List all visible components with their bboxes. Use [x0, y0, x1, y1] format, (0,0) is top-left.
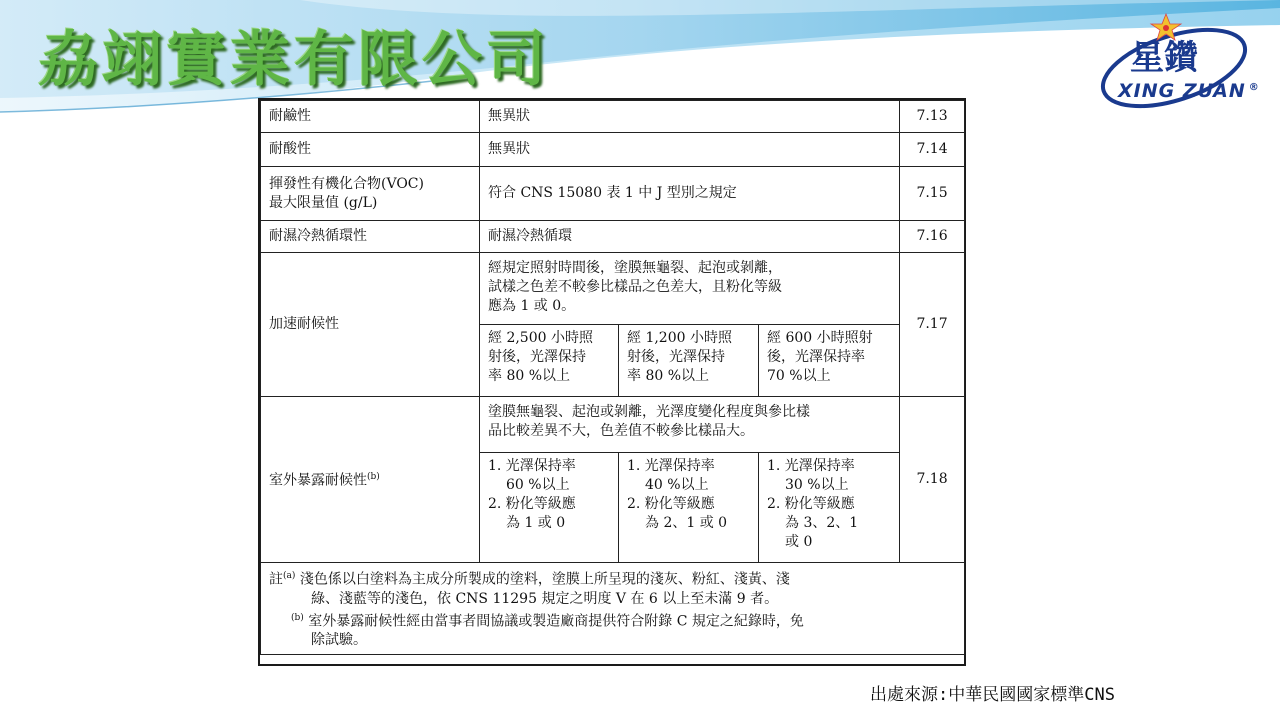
- condition-line: 60 %以上: [506, 477, 570, 493]
- condition-line: 為 3、2、1: [785, 515, 859, 531]
- condition-line: 或 0: [785, 534, 813, 550]
- intro-line: 塗膜無龜裂、起泡或剝離，光澤度變化程度與參比樣: [488, 404, 810, 420]
- requirement-cell: 無異狀: [480, 101, 900, 133]
- note-a-line-2: 綠、淺藍等的淺色，依 CNS 11295 規定之明度 V 在 6 以上至未滿 9 者。: [311, 590, 779, 607]
- property-cell: 耐酸性: [261, 133, 480, 167]
- requirement-intro-cell: [480, 397, 900, 453]
- property-line: 揮發性有機化合物(VOC): [269, 175, 424, 192]
- property-label: 室外暴露耐候性: [269, 472, 367, 489]
- logo-english-text: [1118, 80, 1260, 102]
- note-text: 室外暴露耐候性經由當事者間協議或製造廠商提供符合附錄 C 規定之紀錄時，免: [308, 613, 804, 630]
- note-b-line-1: [269, 609, 956, 632]
- condition-cell: [619, 453, 759, 563]
- condition-line: 2. 粉化等級應: [767, 496, 855, 512]
- condition-line: 後，光澤保持率: [767, 349, 865, 365]
- logo-chinese-text: 星鑽: [1130, 38, 1198, 78]
- notes-row: [261, 563, 965, 655]
- condition-line: 2. 粉化等級應: [627, 496, 715, 512]
- requirements-table: [260, 100, 965, 655]
- requirement-cell: 符合 CNS 15080 表 1 中 J 型別之規定: [480, 167, 900, 221]
- property-line: 最大限量值 (g/L): [269, 194, 378, 211]
- footnote-marker: (b): [291, 612, 304, 623]
- table-row: [261, 397, 965, 453]
- requirement-cell: 無異狀: [480, 133, 900, 167]
- clause-cell: 7.14: [900, 133, 965, 167]
- condition-cell: [759, 453, 900, 563]
- property-cell: [261, 167, 480, 221]
- table-row: [261, 221, 965, 253]
- clause-cell: 7.13: [900, 101, 965, 133]
- condition-line: 為 2、1 或 0: [645, 515, 728, 531]
- condition-line: 70 %以上: [767, 368, 831, 384]
- clause-cell: 7.18: [900, 397, 965, 563]
- condition-line: 率 80 %以上: [488, 368, 571, 384]
- condition-line: 率 80 %以上: [627, 368, 710, 384]
- condition-cell: [619, 325, 759, 397]
- note-text: 淺色係以白塗料為主成分所製成的塗料，塗膜上所呈現的淺灰、粉紅、淺黃、淺: [299, 571, 790, 588]
- note-b-line-2: 除試驗。: [311, 632, 367, 649]
- clause-cell: 7.17: [900, 253, 965, 397]
- table-row: [261, 167, 965, 221]
- condition-line: 1. 光澤保持率: [488, 458, 576, 474]
- condition-line: 射後，光澤保持: [627, 349, 725, 365]
- registered-mark: ®: [1248, 81, 1260, 93]
- property-cell: 耐鹼性: [261, 101, 480, 133]
- cns-standard-table-image: [258, 98, 966, 666]
- footnote-marker: (b): [367, 472, 380, 483]
- condition-line: 1. 光澤保持率: [767, 458, 855, 474]
- intro-line: 經規定照射時間後，塗膜無龜裂、起泡或剝離，: [488, 260, 782, 276]
- table-row: [261, 133, 965, 167]
- requirement-intro-cell: [480, 253, 900, 325]
- logo-english-name: XING ZUAN: [1118, 80, 1246, 102]
- condition-line: 2. 粉化等級應: [488, 496, 576, 512]
- condition-cell: [480, 453, 619, 563]
- condition-line: 經 1,200 小時照: [627, 330, 732, 346]
- intro-line: 試樣之色差不較參比樣品之色差大，且粉化等級: [488, 279, 782, 295]
- clause-cell: 7.15: [900, 167, 965, 221]
- condition-cell: [759, 325, 900, 397]
- condition-line: 為 1 或 0: [506, 515, 566, 531]
- property-cell: 加速耐候性: [261, 253, 480, 397]
- company-name: 劦翊實業有限公司: [38, 25, 550, 95]
- source-caption: 出處來源:中華民國國家標準CNS: [870, 685, 1115, 705]
- condition-cell: [480, 325, 619, 397]
- note-a-line-1: [269, 567, 956, 590]
- condition-line: 經 600 小時照射: [767, 330, 873, 346]
- intro-line: 品比較差異不大，色差值不較參比樣品大。: [488, 423, 754, 439]
- note-label: 註: [269, 571, 283, 588]
- condition-line: 30 %以上: [785, 477, 849, 493]
- table-row: [261, 253, 965, 325]
- footnote-marker: (a): [283, 571, 296, 581]
- intro-line: 應為 1 或 0。: [488, 298, 576, 314]
- condition-line: 經 2,500 小時照: [488, 330, 593, 346]
- condition-line: 40 %以上: [645, 477, 709, 493]
- condition-line: 1. 光澤保持率: [627, 458, 715, 474]
- table-row: [261, 101, 965, 133]
- clause-cell: 7.16: [900, 221, 965, 253]
- property-cell: [261, 397, 480, 563]
- condition-line: 射後，光澤保持: [488, 349, 586, 365]
- requirement-cell: 耐濕冷熱循環: [480, 221, 900, 253]
- property-cell: 耐濕冷熱循環性: [261, 221, 480, 253]
- notes-cell: [261, 563, 965, 655]
